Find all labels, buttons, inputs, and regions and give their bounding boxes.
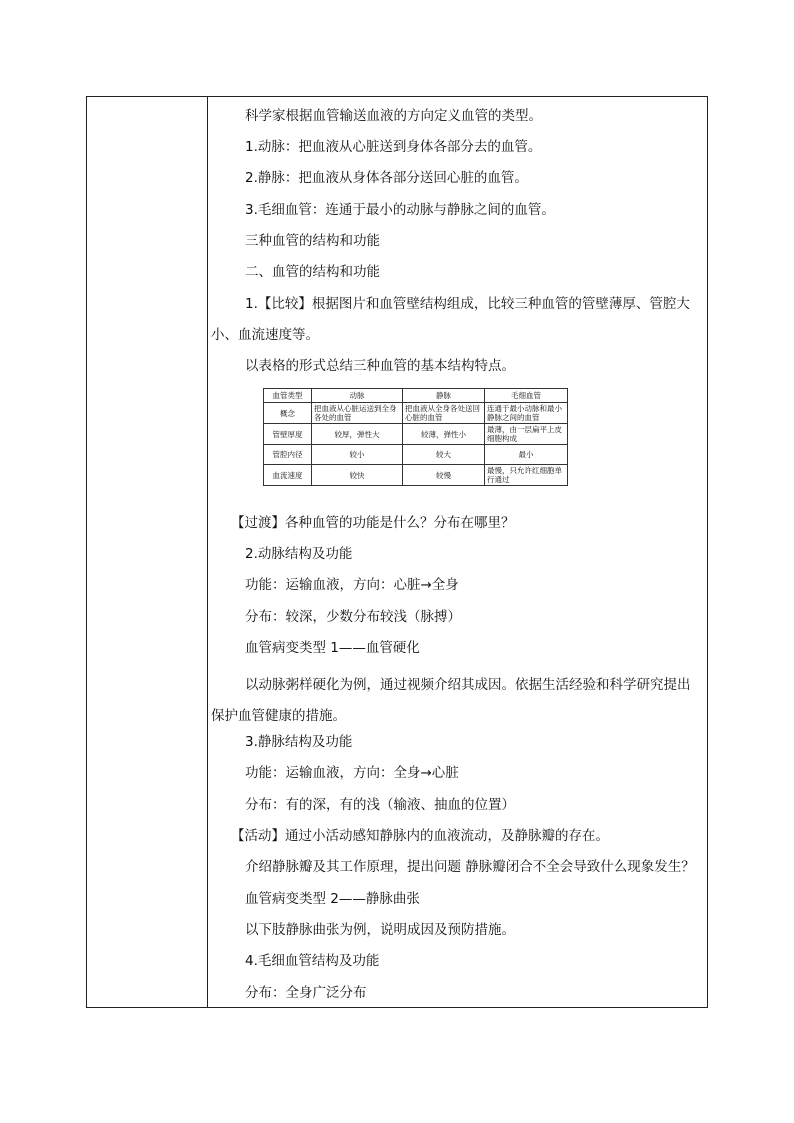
text-line: 三种血管的结构和功能 [245, 233, 380, 249]
text-paragraph [211, 670, 703, 732]
table-cell: 最薄，由一层扁平上皮细胞构成 [485, 424, 568, 445]
text-line: 二、血管的结构和功能 [245, 264, 380, 280]
text-line: 3.毛细血管：连通于最小的动脉与静脉之间的血管。 [245, 202, 555, 218]
text-line: 以表格的形式总结三种血管的基本结构特点。 [245, 358, 515, 374]
table-cell: 血流速度 [264, 465, 312, 486]
text-line: 1.【比较】根据图片和血管壁结构组成，比较三种血管的管壁薄厚、管腔大 [245, 296, 690, 312]
text-line: 2.静脉：把血液从身体各部分送回心脏的血管。 [245, 170, 528, 186]
text-line: 3.静脉结构及功能 [245, 734, 353, 750]
table-cell: 较慢 [403, 465, 485, 486]
text-line: 功能：运输血液，方向：心脏→全身 [245, 577, 459, 593]
table-header: 血管类型 [264, 389, 312, 403]
table-cell: 较快 [312, 465, 403, 486]
table-cell: 较大 [403, 445, 485, 465]
table-row [264, 403, 568, 424]
table-cell: 最小 [485, 445, 568, 465]
table-cell: 较小 [312, 445, 403, 465]
text-line: 分布：全身广泛分布 [245, 985, 367, 1001]
table-cell: 概念 [264, 403, 312, 424]
text-line: 分布：较深，少数分布较浅（脉搏） [245, 609, 461, 625]
text-line: 以下肢静脉曲张为例，说明成因及预防措施。 [245, 922, 515, 938]
column-divider [207, 97, 208, 1007]
text-line: 【过渡】各种血管的功能是什么？分布在哪里？ [231, 515, 515, 531]
table-header: 静脉 [403, 389, 485, 403]
text-line: 功能：运输血液，方向：全身→心脏 [245, 765, 459, 781]
text-line: 血管病变类型 1——血管硬化 [245, 640, 420, 656]
text-line: 小、血流速度等。 [211, 327, 319, 343]
table-header: 动脉 [312, 389, 403, 403]
table-cell: 管壁厚度 [264, 424, 312, 445]
table-row [264, 445, 568, 465]
text-line: 2.动脉结构及功能 [245, 546, 353, 562]
text-line: 分布：有的深，有的浅（输液、抽血的位置） [245, 797, 515, 813]
text-line: 科学家根据血管输送血液的方向定义血管的类型。 [245, 108, 542, 124]
table-header: 毛细血管 [485, 389, 568, 403]
table-cell: 把血液从全身各处送回心脏的血管 [403, 403, 485, 424]
table-cell: 较薄，弹性小 [403, 424, 485, 445]
table-cell: 较厚，弹性大 [312, 424, 403, 445]
text-line: 4.毛细血管结构及功能 [245, 953, 380, 969]
table-cell: 最慢，只允许红细胞单行通过 [485, 465, 568, 486]
table-cell: 管腔内径 [264, 445, 312, 465]
table-row [264, 424, 568, 445]
text-line: 血管病变类型 2——静脉曲张 [245, 891, 420, 907]
paragraph-text: 以动脉粥样硬化为例，通过视频介绍其成因。依据生活经验和科学研究提出保护血管健康的措施。 [211, 677, 691, 724]
vessel-comparison-table [263, 388, 568, 486]
lesson-table [86, 96, 708, 1008]
table-cell: 把血液从心脏运送到全身各处的血管 [312, 403, 403, 424]
text-line: 【活动】通过小活动感知静脉内的血液流动，及静脉瓣的存在。 [231, 828, 609, 844]
table-header-row [264, 389, 568, 403]
table-cell: 连通于最小动脉和最小静脉之间的血管 [485, 403, 568, 424]
text-line: 1.动脉：把血液从心脏送到身体各部分去的血管。 [245, 139, 542, 155]
table-row [264, 465, 568, 486]
text-line: 介绍静脉瓣及其工作原理，提出问题 静脉瓣闭合不全会导致什么现象发生？ [245, 859, 695, 875]
